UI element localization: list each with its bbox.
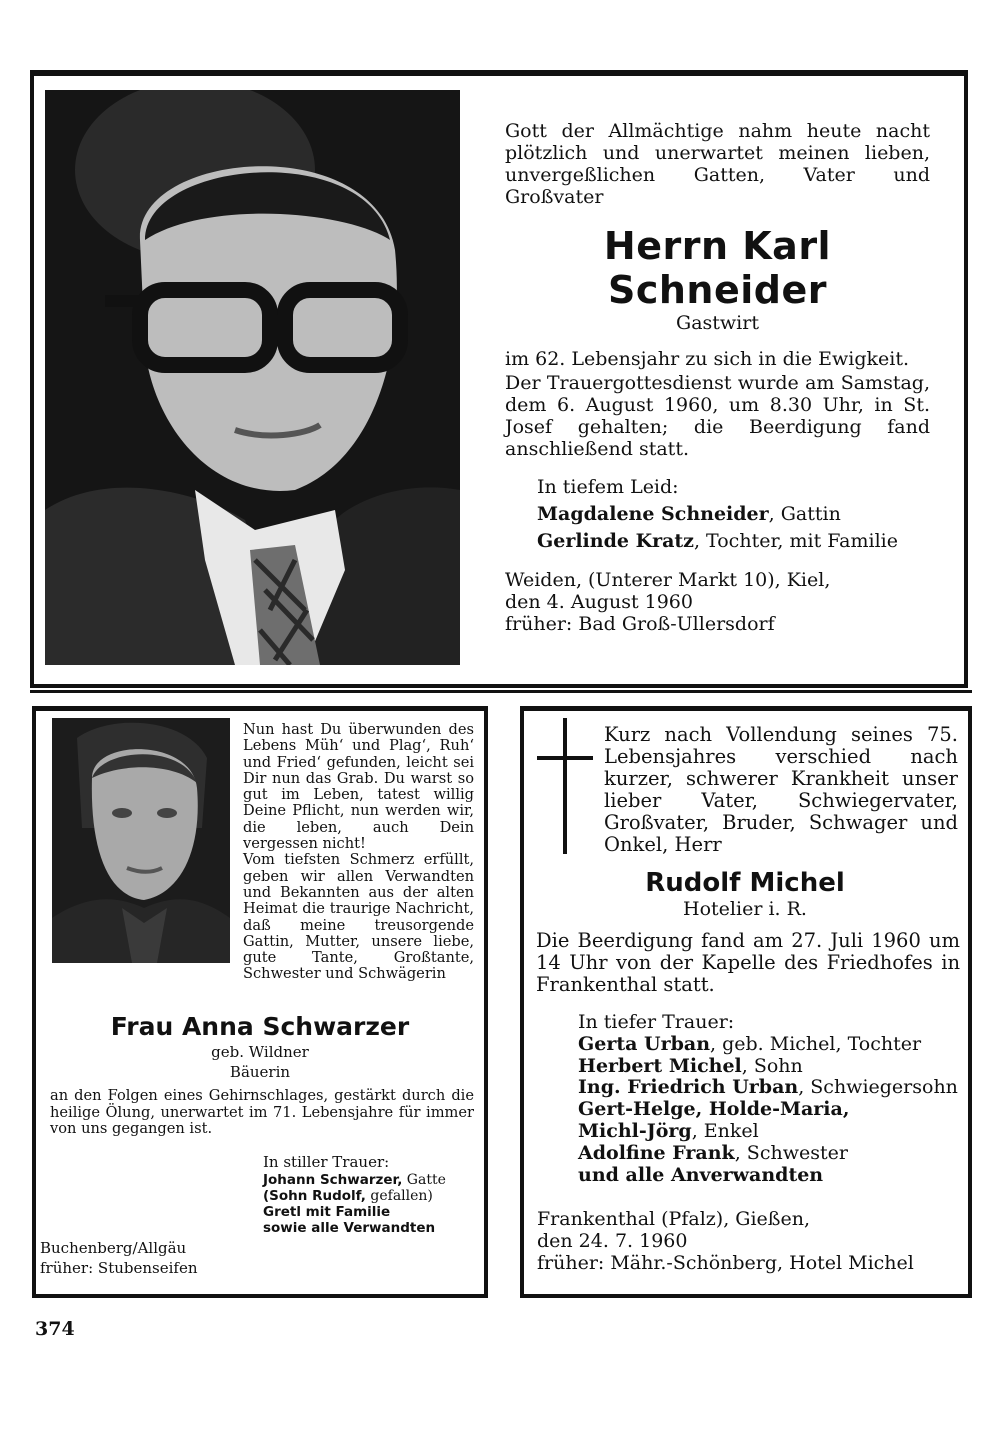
mourner-role: Gatte bbox=[402, 1172, 446, 1188]
occupation: Gastwirt bbox=[676, 312, 759, 334]
funeral-details: Die Beerdigung fand am 27. Juli 1960 um 14 Uhr von der Kapelle des Friedhofes in Frankenthal statt. bbox=[536, 929, 960, 996]
mourner-line bbox=[578, 1121, 963, 1143]
death-statement: im 62. Lebensjahr zu sich in die Ewigkeit. bbox=[505, 348, 910, 370]
mourn-title: In stiller Trauer: bbox=[263, 1153, 390, 1171]
place-date bbox=[40, 1238, 197, 1278]
portrait-woman-icon bbox=[52, 718, 230, 963]
mourner-line bbox=[578, 1099, 963, 1121]
announcement: Vom tiefsten Schmerz erfüllt, geben wir allen Verwandten und Bekannten aus der alten Heimat die traurige Nachricht, daß meine treusorgende Gattin, Mutter, unsere liebe, gute Tante, Großtante, Schwester und Schwägerin bbox=[243, 851, 474, 983]
mourner-name: und alle Anverwandten bbox=[578, 1163, 824, 1186]
place-line: den 24. 7. 1960 bbox=[537, 1230, 688, 1252]
occupation: Bäuerin bbox=[229, 1063, 291, 1081]
mourner-name: Johann Schwarzer, bbox=[263, 1172, 403, 1188]
deceased-name: Frau Anna Schwarzer bbox=[110, 1012, 410, 1041]
mourner-role: , Gattin bbox=[768, 503, 841, 525]
place-line: früher: Stubenseifen bbox=[40, 1259, 198, 1277]
mourner-role: , Schwiegersohn bbox=[798, 1076, 958, 1099]
service-details: Der Trauergottesdienst wurde am Samstag, dem 6. August 1960, um 8.30 Uhr, in St. Josef gehalten; die Beerdigung fand anschließend statt. bbox=[505, 372, 930, 460]
mourner-role: , Sohn bbox=[741, 1054, 803, 1077]
maiden-name: geb. Wildner bbox=[211, 1043, 309, 1061]
place-line: früher: Mähr.-Schönberg, Hotel Michel bbox=[537, 1252, 914, 1274]
portrait-man-icon bbox=[45, 90, 460, 665]
place-line: den 4. August 1960 bbox=[505, 591, 693, 613]
place-date bbox=[537, 1208, 962, 1274]
mourner-name: Michl-Jörg bbox=[578, 1119, 692, 1142]
place-line: Buchenberg/Allgäu bbox=[40, 1239, 187, 1257]
mourner-name: Gerlinde Kratz bbox=[537, 530, 694, 552]
mourner-line bbox=[263, 1172, 475, 1188]
mourner-line bbox=[263, 1204, 475, 1220]
mourner-line bbox=[578, 1034, 963, 1056]
mourner-line bbox=[578, 1165, 963, 1187]
anna-poem-block bbox=[243, 722, 474, 983]
mourner-name: Gert-Helge, Holde-Maria, bbox=[578, 1098, 850, 1121]
mourner-line bbox=[578, 1143, 963, 1165]
page-number: 374 bbox=[35, 1318, 75, 1340]
mourner-role: , geb. Michel, Tochter bbox=[710, 1032, 922, 1055]
mourn-title: In tiefer Trauer: bbox=[578, 1011, 735, 1033]
mourn-title: In tiefem Leid: bbox=[537, 476, 679, 498]
deceased-name: Herrn Karl Schneider bbox=[603, 224, 832, 312]
mourner-name: Gretl mit Familie bbox=[263, 1204, 391, 1220]
poem: Nun hast Du überwunden des Lebens Müh‘ und Plag‘, Ruh‘ und Fried‘ gefunden, leicht sei Dir nun das Grab. Du warst so gut im Leben, tatest willig Deine Pflicht, nun werden wir, die leben, auch Dein vergessen nicht! bbox=[243, 721, 474, 853]
mourner-name: Gerta Urban bbox=[578, 1032, 711, 1055]
mourner-role: gefallen) bbox=[365, 1188, 433, 1204]
mourners-block bbox=[578, 1012, 963, 1186]
mourner-role: , Schwester bbox=[734, 1141, 848, 1164]
mourners-block bbox=[505, 474, 930, 555]
karl-text-block bbox=[505, 120, 930, 635]
place-date bbox=[505, 569, 930, 635]
mourner-name: Herbert Michel bbox=[578, 1054, 742, 1077]
cross-icon bbox=[537, 756, 593, 760]
mourner-role: , Tochter, mit Familie bbox=[693, 530, 898, 552]
mourners-list bbox=[263, 1172, 475, 1236]
mourner-name: Adolfine Frank bbox=[578, 1141, 735, 1164]
mourner-line bbox=[578, 1077, 963, 1099]
mourner-line bbox=[578, 1056, 963, 1078]
karl-intro: Gott der Allmächtige nahm heute nacht plötzlich und unerwartet meinen lieben, unvergeßlichen Gatten, Vater und Großvater bbox=[505, 120, 930, 208]
cross-icon bbox=[563, 718, 567, 854]
portrait-photo-anna bbox=[52, 718, 230, 963]
death-statement: an den Folgen eines Gehirnschlages, gestärkt durch die heilige Ölung, unerwartet im 71. Lebensjahre für immer von uns gegangen ist. bbox=[50, 1087, 474, 1137]
mourner-name: (Sohn Rudolf, bbox=[263, 1188, 366, 1204]
place-line: Frankenthal (Pfalz), Gießen, bbox=[537, 1208, 810, 1230]
portrait-photo-karl bbox=[45, 90, 460, 665]
rudolf-intro: Kurz nach Vollendung seines 75. Lebensjahres verschied nach kurzer, schwerer Krankheit unser lieber Vater, Schwiegervater, Großvater, Bruder, Schwager und Onkel, Herr bbox=[604, 723, 958, 856]
mourner-line bbox=[537, 528, 930, 555]
divider bbox=[30, 690, 972, 693]
deceased-name: Rudolf Michel bbox=[645, 868, 845, 898]
mourner-line bbox=[263, 1188, 475, 1204]
mourner-name: sowie alle Verwandten bbox=[263, 1220, 436, 1236]
mourner-line bbox=[263, 1220, 475, 1236]
mourner-role: , Enkel bbox=[691, 1119, 759, 1142]
mourner-name: Magdalene Schneider bbox=[537, 503, 769, 525]
mourner-line bbox=[537, 501, 930, 528]
occupation: Hotelier i. R. bbox=[683, 898, 807, 920]
place-line: früher: Bad Groß-Ullersdorf bbox=[505, 613, 775, 635]
place-line: Weiden, (Unterer Markt 10), Kiel, bbox=[505, 569, 831, 591]
mourner-name: Ing. Friedrich Urban bbox=[578, 1076, 799, 1099]
